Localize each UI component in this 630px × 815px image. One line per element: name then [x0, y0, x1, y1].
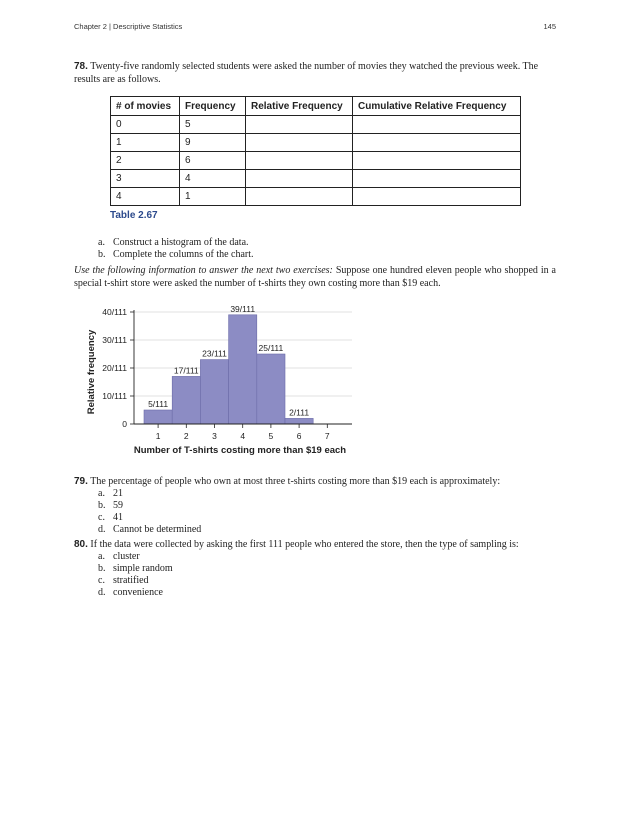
table-cell	[353, 188, 521, 206]
intro-text: Suppose one hundred eleven people who shopped in a special t-shirt store were asked the number of t-shirts they own costing more than $19 each.	[74, 265, 556, 289]
histogram-bar	[285, 418, 313, 424]
x-tick-label: 4	[240, 431, 246, 441]
table-cell: 9	[180, 134, 246, 152]
chapter-title: Chapter 2 | Descriptive Statistics	[74, 22, 183, 31]
bar-data-label: 23/111	[202, 348, 227, 359]
item-letter: c.	[98, 512, 105, 523]
x-tick-label: 3	[212, 431, 217, 441]
column-header: Relative Frequency	[246, 97, 353, 116]
table-cell: 1	[111, 134, 180, 152]
list-item	[98, 551, 580, 563]
shared-exercise-intro	[74, 264, 556, 290]
exercise-79-choices	[98, 488, 580, 536]
table-cell: 5	[180, 116, 246, 134]
histogram-bar	[172, 376, 200, 424]
column-header: Cumulative Relative Frequency	[353, 97, 521, 116]
y-tick-label: 10/111	[102, 391, 127, 401]
item-text: 59	[113, 500, 123, 511]
exercise-text: The percentage of people who own at most three t-shirts costing more than $19 each is approximately:	[90, 476, 501, 487]
intro-italic: Use the following information to answer the next two exercises:	[74, 265, 333, 276]
exercise-80-choices	[98, 551, 580, 599]
exercise-number: 79.	[74, 476, 88, 487]
bars	[144, 315, 313, 424]
frequency-table	[110, 96, 521, 206]
list-item	[98, 587, 580, 599]
item-letter: b.	[98, 500, 106, 511]
item-letter: b.	[98, 563, 106, 574]
table-cell	[353, 170, 521, 188]
y-tick-labels	[102, 307, 127, 429]
table-cell: 2	[111, 152, 180, 170]
table-row	[111, 188, 521, 206]
table-header-row	[111, 97, 521, 116]
exercise-78	[74, 60, 556, 86]
table-cell	[246, 152, 353, 170]
item-text: simple random	[113, 563, 173, 574]
histogram-bar	[144, 410, 172, 424]
y-tick-label: 20/111	[102, 363, 127, 373]
table-cell: 6	[180, 152, 246, 170]
x-tick-label: 1	[155, 431, 161, 441]
table-cell: 0	[111, 116, 180, 134]
list-item	[98, 563, 580, 575]
list-item	[98, 524, 580, 536]
y-tick-label: 40/111	[102, 307, 127, 317]
table-cell	[246, 134, 353, 152]
list-item	[98, 512, 580, 524]
table-row	[111, 116, 521, 134]
exercise-number: 78.	[74, 61, 88, 72]
table-cell: 3	[111, 170, 180, 188]
item-letter: a.	[98, 237, 105, 248]
bar-data-label: 17/111	[173, 365, 199, 376]
y-axis-label: Relative frequency	[86, 329, 97, 415]
list-item	[98, 237, 254, 249]
table-row	[111, 152, 521, 170]
table-cell	[246, 188, 353, 206]
item-letter: c.	[98, 575, 105, 586]
item-text: Construct a histogram of the data.	[113, 237, 249, 248]
item-text: Complete the columns of the chart.	[113, 249, 254, 260]
item-letter: b.	[98, 249, 106, 260]
list-item	[98, 500, 580, 512]
item-text: Cannot be determined	[113, 524, 202, 535]
page-header	[74, 22, 556, 31]
bar-data-label: 25/111	[258, 343, 284, 353]
table-cell	[353, 134, 521, 152]
exercise-number: 80.	[74, 539, 88, 550]
x-tick-label: 5	[268, 431, 274, 441]
y-tick-label: 30/111	[102, 335, 127, 345]
list-item	[98, 575, 580, 587]
histogram-bar	[257, 354, 285, 424]
x-tick-label: 2	[183, 431, 189, 441]
page-number: 145	[543, 22, 556, 31]
table-row	[111, 134, 521, 152]
exercise-text: If the data were collected by asking the first 111 people who entered the store, then the type of sampling is:	[90, 539, 519, 550]
item-text: convenience	[113, 587, 163, 598]
item-text: 41	[113, 512, 123, 523]
table-cell: 4	[180, 170, 246, 188]
table-cell	[353, 152, 521, 170]
item-text: stratified	[113, 575, 149, 586]
table-cell	[246, 170, 353, 188]
exercise-80	[74, 539, 556, 599]
exercise-79	[74, 476, 556, 536]
x-tick-labels	[156, 431, 330, 441]
item-text: cluster	[113, 551, 140, 562]
item-letter: a.	[98, 551, 105, 562]
table-cell: 1	[180, 188, 246, 206]
table-cell	[353, 116, 521, 134]
histogram-bar	[229, 315, 257, 424]
histogram-bar	[200, 360, 228, 424]
list-item	[98, 488, 580, 500]
x-axis-label: Number of T-shirts costing more than $19 each	[133, 445, 347, 456]
item-letter: d.	[98, 524, 106, 535]
exercise-78-parts	[98, 237, 254, 261]
column-header: Frequency	[180, 97, 246, 116]
table-row	[111, 170, 521, 188]
x-tick-label: 7	[324, 431, 330, 441]
item-letter: a.	[98, 488, 105, 499]
table-cell	[246, 116, 353, 134]
x-tick-label: 6	[296, 431, 302, 441]
list-item	[98, 249, 254, 261]
table-caption: Table 2.67	[110, 210, 158, 221]
bar-data-label: 5/111	[148, 399, 169, 409]
bar-data-label: 39/111	[230, 303, 256, 314]
exercise-text: Twenty-five randomly selected students were asked the number of movies they watched the previous week. The results are as follows.	[74, 61, 539, 85]
table-cell: 4	[111, 188, 180, 206]
item-text: 21	[113, 488, 123, 499]
column-header: # of movies	[111, 97, 180, 116]
y-tick-label: 0	[122, 419, 127, 429]
item-letter: d.	[98, 587, 106, 598]
histogram-chart	[80, 300, 370, 460]
bar-data-label: 2/111	[289, 407, 310, 418]
